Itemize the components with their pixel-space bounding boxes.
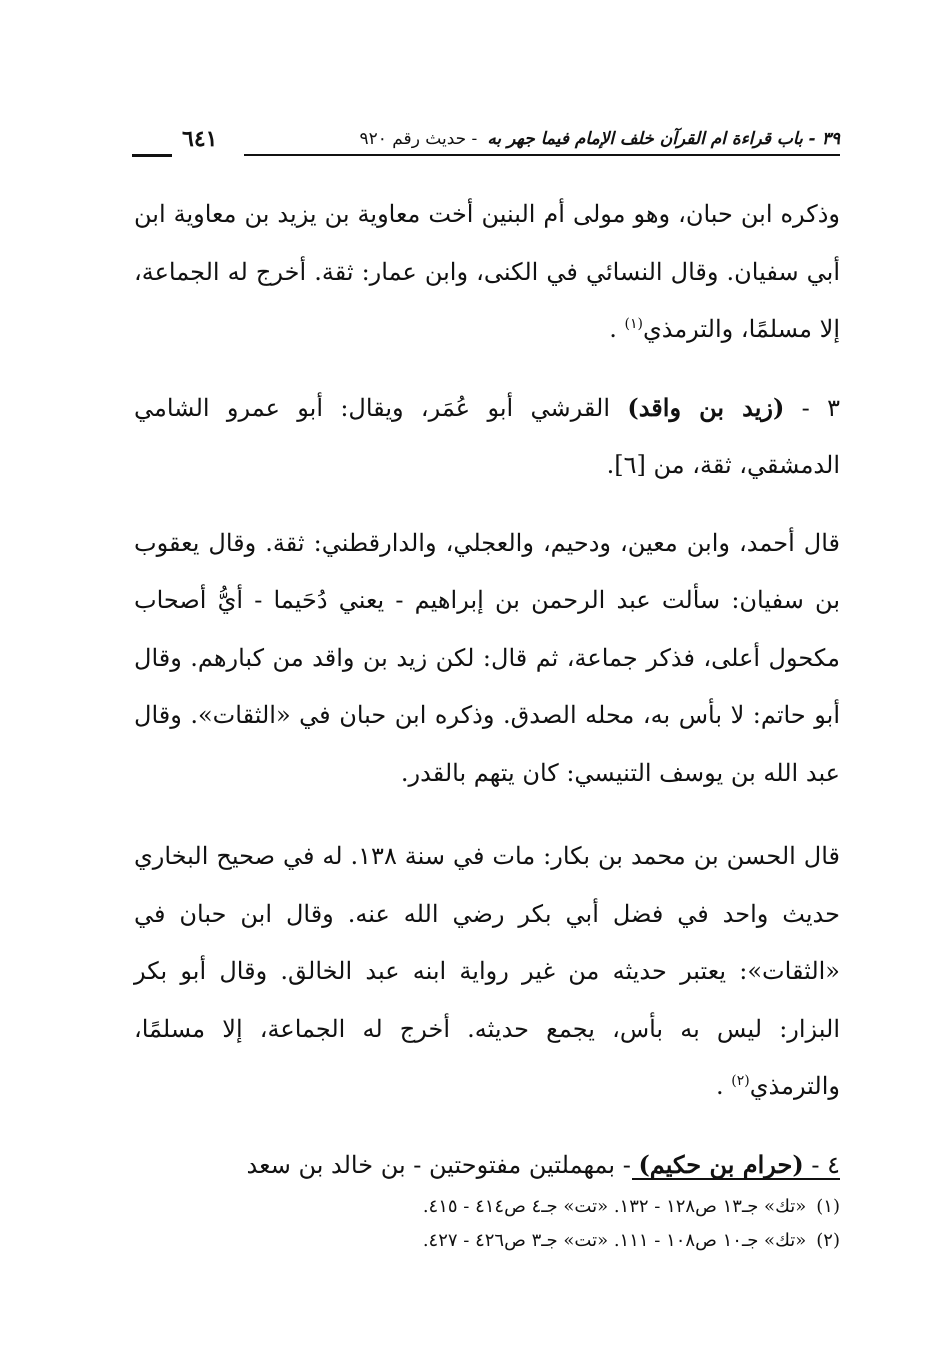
footnote — [300, 1224, 840, 1258]
footnote-text: «تك» جـ١٠ ص١٠٨ - ١١١. «تت» جـ٣ ص٤٢٦ - ٤٢٧. — [422, 1230, 807, 1251]
footnote-text: «تك» جـ١٣ ص١٢٨ - ١٣٢. «تت» جـ٤ ص٤١٤ - ٤١٥. — [422, 1196, 807, 1217]
running-header — [132, 122, 840, 156]
page-number: ٦٤١ — [182, 126, 218, 152]
narrator-entry — [134, 1136, 840, 1195]
entry-number: ٣ - — [784, 393, 840, 422]
main-text — [134, 186, 840, 1194]
footnote-number: (١) — [816, 1196, 840, 1217]
header-rule-short — [132, 154, 172, 157]
footnote-rule — [632, 1178, 840, 1180]
footnote-number: (٢) — [816, 1230, 840, 1251]
hadith-number: - حديث رقم ٩٢٠ — [359, 129, 478, 149]
paragraph-text: قال الحسن بن محمد بن بكار: مات في سنة ١٣٨. له في صحيح البخاري حديث واحد في فضل أبي بكر رضي الله عنه. وقال ابن حبان في «الثقات»: يعتبر حديثه من غير رواية ابنه عبد الخالق. وقال أبو بكر البزار: ليس به بأس، يجمع حديثه. أخرج له الجماعة، إلا مسلمًا، والترمذي — [134, 842, 840, 1100]
narrator-entry — [134, 379, 840, 495]
paragraph-text: . — [715, 1072, 732, 1100]
paragraph — [134, 828, 840, 1116]
narrator-name: (زيد بن واقد) — [627, 392, 785, 422]
paragraph-text: . — [609, 315, 625, 343]
chapter-title: ٣٩ - باب قراءة ام القرآن خلف الإمام فيما جهر به — [487, 129, 840, 149]
header-rule — [244, 154, 840, 156]
footnote-ref[interactable]: (٢) — [731, 1073, 750, 1089]
paragraph — [134, 186, 840, 359]
paragraph-text: وذكره ابن حبان، وهو مولى أم البنين أخت معاوية بن يزيد بن معاوية ابن أبي سفيان. وقال النسائي في الكنى، وابن عمار: ثقة. أخرج له الجماعة، إلا مسلمًا، والترمذي — [134, 200, 840, 343]
paragraph: قال أحمد، وابن معين، ودحيم، والعجلي، والدارقطني: ثقة. وقال يعقوب بن سفيان: سألت عبد الرحمن بن إبراهيم - يعني دُحَيما - أيُّ أصحاب مكحول أعلى، فذكر جماعة، ثم قال: لكن زيد بن واقد من كبارهم. وقال أبو حاتم: لا بأس به، محله الصدق. وذكره ابن حبان في «الثقات». وقال عبد الله بن يوسف التنيسي: كان يتهم بالقدر. — [134, 528, 840, 787]
paragraph-text: القرشي أبو عُمَر، ويقال: أبو عمرو الشامي الدمشقي، ثقة، من [٦]. — [134, 393, 840, 479]
footnote-ref[interactable]: (١) — [624, 316, 643, 332]
narrator-name: (حرام بن حكيم) — [638, 1149, 804, 1179]
paragraph-text: - بمهملتين مفتوحتين - بن خالد بن سعد — [246, 1150, 639, 1179]
footnote — [300, 1190, 840, 1224]
header-title — [359, 122, 840, 156]
footnotes — [300, 1190, 840, 1258]
entry-number: ٤ - — [803, 1150, 840, 1179]
